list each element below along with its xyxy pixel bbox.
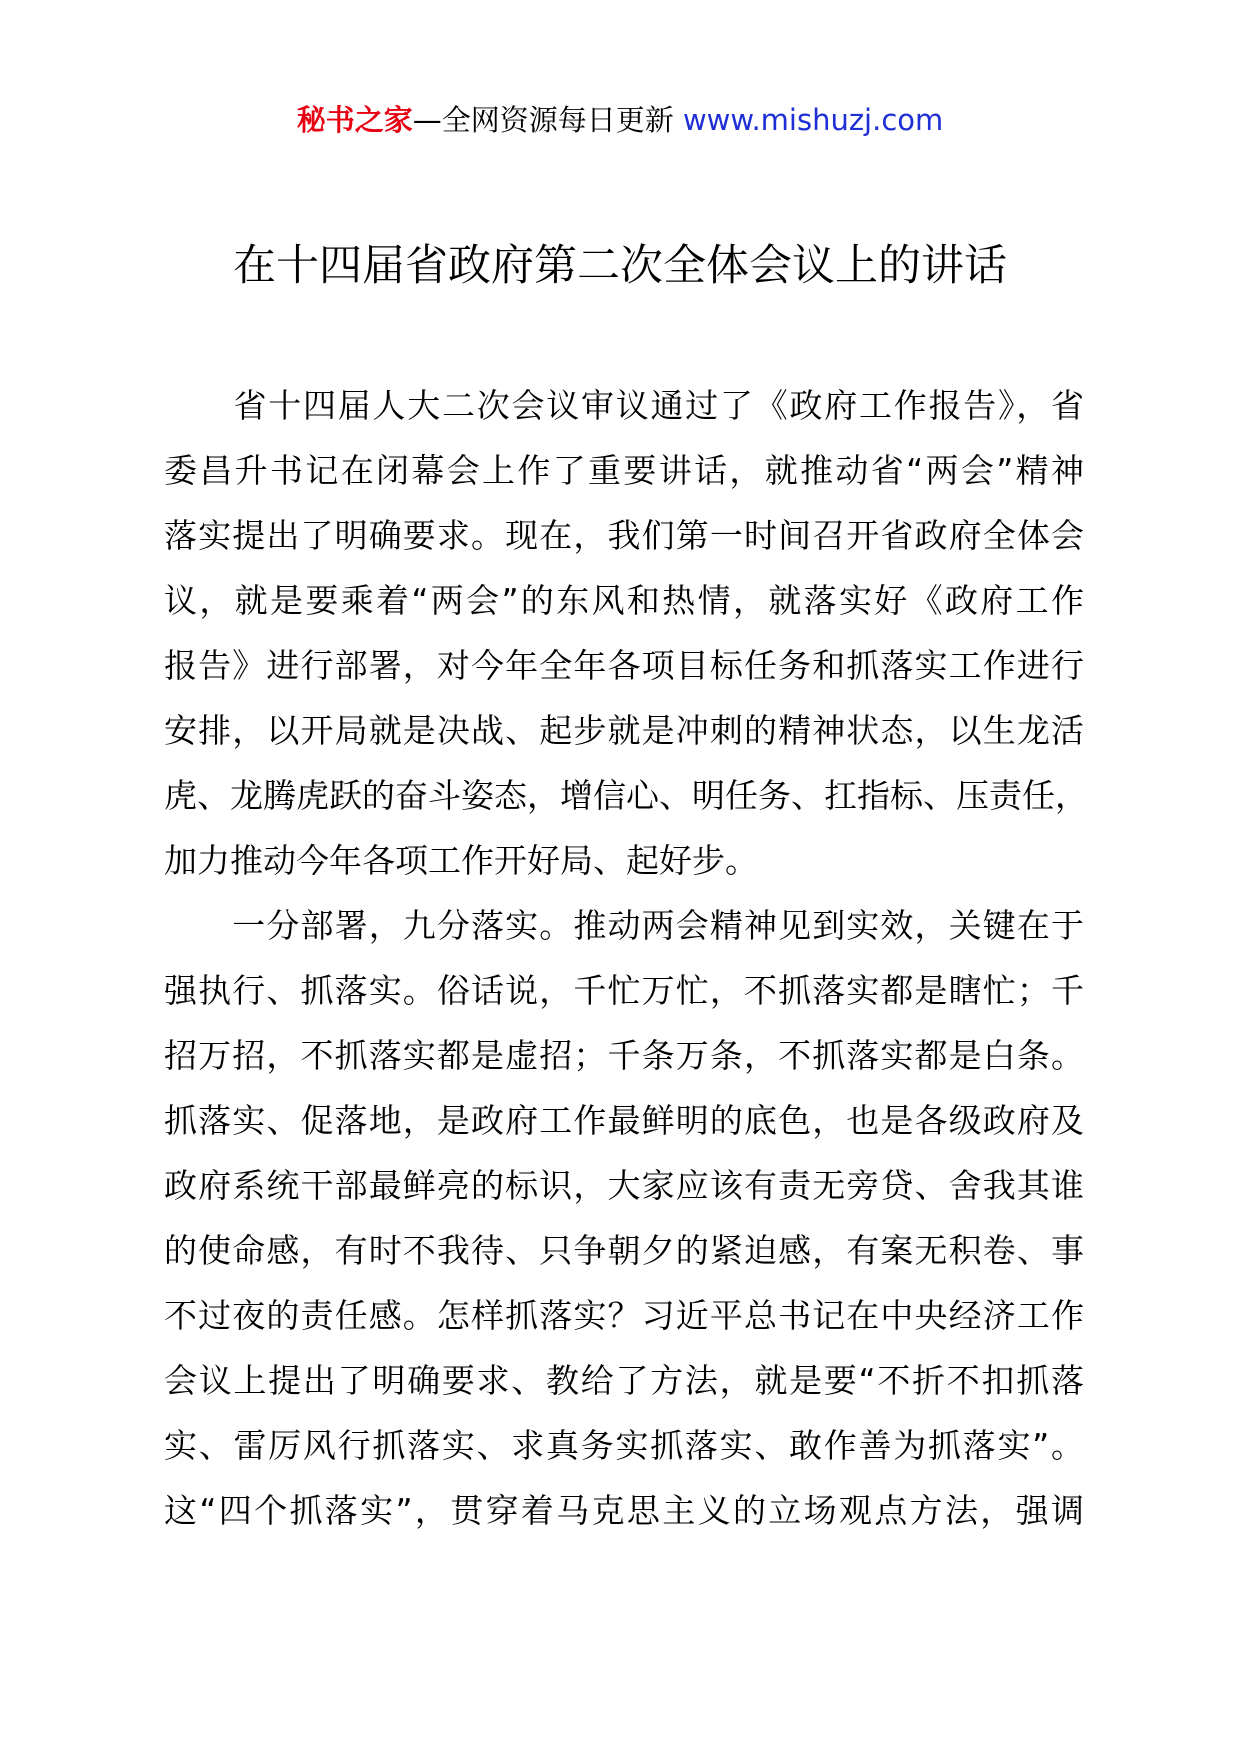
site-url-link[interactable]: www.mishuzj.com — [682, 103, 944, 137]
body-line: 会议上提出了明确要求、教给了方法，就是要“不折不扣抓落 — [164, 1361, 1084, 1400]
body-line: 加力推动今年各项工作开好局、起好步。 — [164, 841, 758, 880]
body-line: 政府系统干部最鲜亮的标识，大家应该有责无旁贷、舍我其谁 — [164, 1166, 1084, 1205]
body-line: 虎、龙腾虎跃的奋斗姿态，增信心、明任务、扛指标、压责任， — [164, 776, 1088, 815]
site-header — [0, 100, 1240, 140]
body-line: 委昌升书记在闭幕会上作了重要讲话，就推动省“两会”精神 — [164, 451, 1084, 490]
body-line: 议，就是要乘着“两会”的东风和热情，就落实好《政府工作 — [164, 581, 1084, 620]
body-line: 抓落实、促落地，是政府工作最鲜明的底色，也是各级政府及 — [164, 1101, 1084, 1140]
body-line: 的使命感，有时不我待、只争朝夕的紧迫感，有案无积卷、事 — [164, 1231, 1084, 1270]
site-brand: 秘书之家 — [296, 103, 413, 137]
body-line: 这“四个抓落实”，贯穿着马克思主义的立场观点方法，强调 — [164, 1491, 1084, 1530]
document-body — [164, 373, 1088, 1543]
body-line: 实、雷厉风行抓落实、求真务实抓落实、敢作善为抓落实”。 — [164, 1426, 1084, 1465]
body-line: 报告》进行部署，对今年全年各项目标任务和抓落实工作进行 — [164, 646, 1084, 685]
body-line: 省十四届人大二次会议审议通过了《政府工作报告》，省 — [164, 386, 1084, 425]
body-line: 安排，以开局就是决战、起步就是冲刺的精神状态，以生龙活 — [164, 711, 1084, 750]
body-line: 不过夜的责任感。怎样抓落实？习近平总书记在中央经济工作 — [164, 1296, 1084, 1335]
body-line: 强执行、抓落实。俗话说，千忙万忙，不抓落实都是瞎忙；千 — [164, 971, 1084, 1010]
body-line: 落实提出了明确要求。现在，我们第一时间召开省政府全体会 — [164, 516, 1084, 555]
document-title: 在十四届省政府第二次全体会议上的讲话 — [233, 241, 1007, 291]
body-line: 招万招，不抓落实都是虚招；千条万条，不抓落实都是白条。 — [164, 1036, 1084, 1075]
site-tagline: —全网资源每日更新 — [412, 103, 674, 137]
body-line: 一分部署，九分落实。推动两会精神见到实效，关键在于 — [164, 906, 1084, 945]
